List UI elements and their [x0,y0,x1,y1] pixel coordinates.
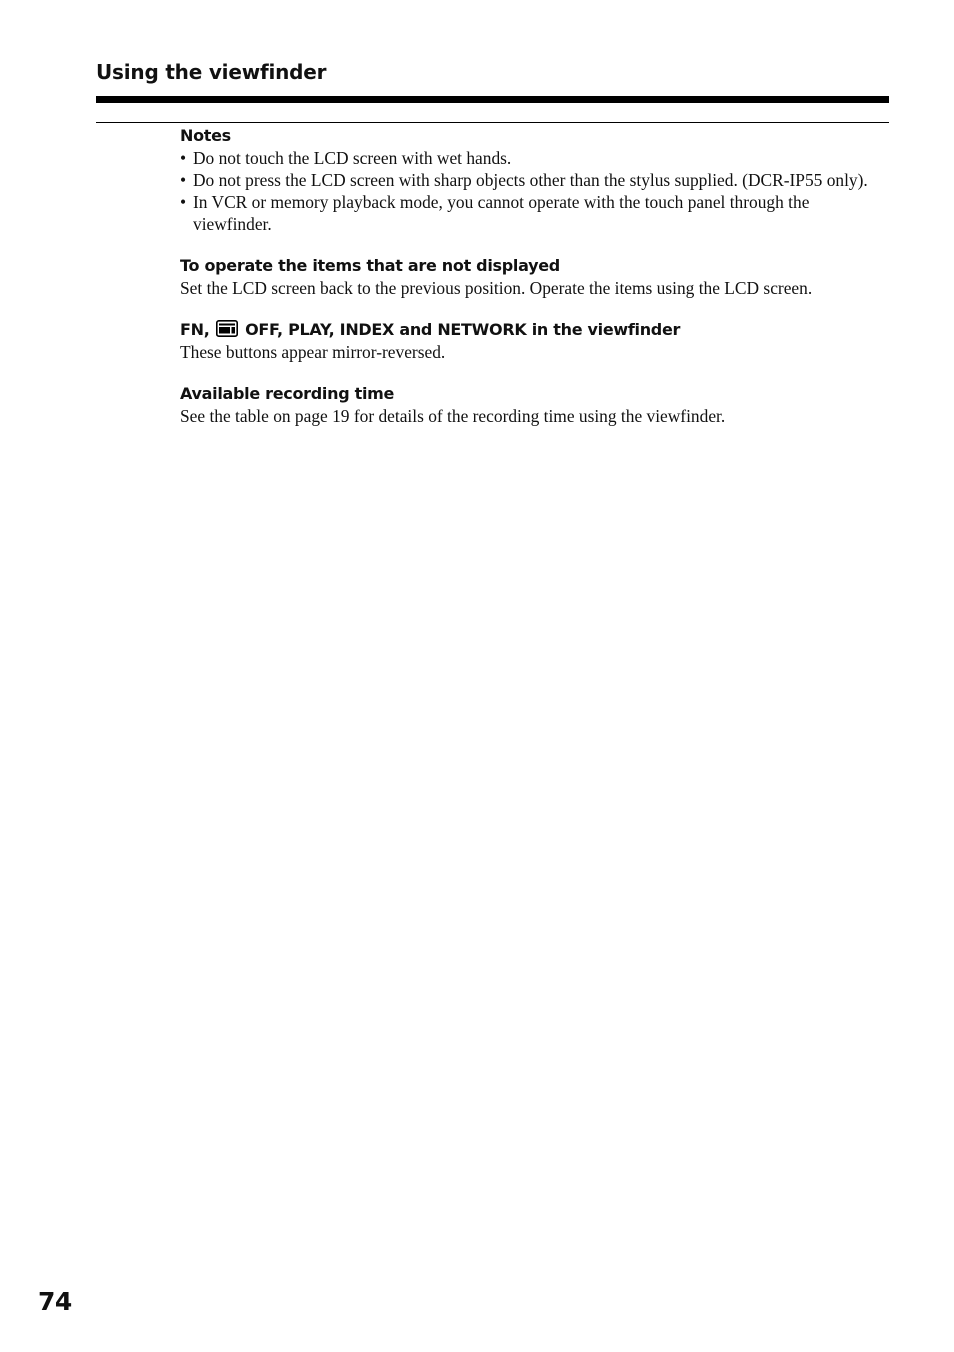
title-rule-thick [96,96,889,103]
not-displayed-section [180,255,880,299]
bullet: • [180,170,187,190]
note-text: In VCR or memory playback mode, you cannot operate with the touch panel through the viewfinder. [193,192,810,234]
not-displayed-body: Set the LCD screen back to the previous position. Operate the items using the LCD screen. [180,278,813,298]
bullet: • [180,192,187,212]
fn-buttons-section [180,319,880,363]
notes-list [180,147,880,235]
not-displayed-heading: To operate the items that are not displayed [180,256,560,275]
list-item [180,147,880,169]
fn-buttons-heading [180,319,880,341]
bullet: • [180,148,187,168]
recording-time-body: See the table on page 19 for details of the recording time using the viewfinder. [180,406,726,426]
lcd-panel-icon [216,320,238,337]
list-item [180,191,880,235]
fn-buttons-body: These buttons appear mirror-reversed. [180,342,446,362]
note-text: Do not touch the LCD screen with wet hands. [193,148,512,168]
page-content [180,125,880,427]
recording-time-section [180,383,880,427]
fn-heading-prefix: FN, [180,320,210,339]
note-text: Do not press the LCD screen with sharp objects other than the stylus supplied. (DCR-IP55 only). [193,170,868,190]
recording-time-heading: Available recording time [180,384,395,403]
page-number: 74 [38,1287,72,1316]
title-rule-thin [96,122,889,123]
page-title: Using the viewfinder [96,60,327,84]
notes-section [180,125,880,235]
list-item [180,169,880,191]
notes-heading: Notes [180,126,231,145]
fn-heading-suffix: OFF, PLAY, INDEX and NETWORK in the viewfinder [245,320,681,339]
